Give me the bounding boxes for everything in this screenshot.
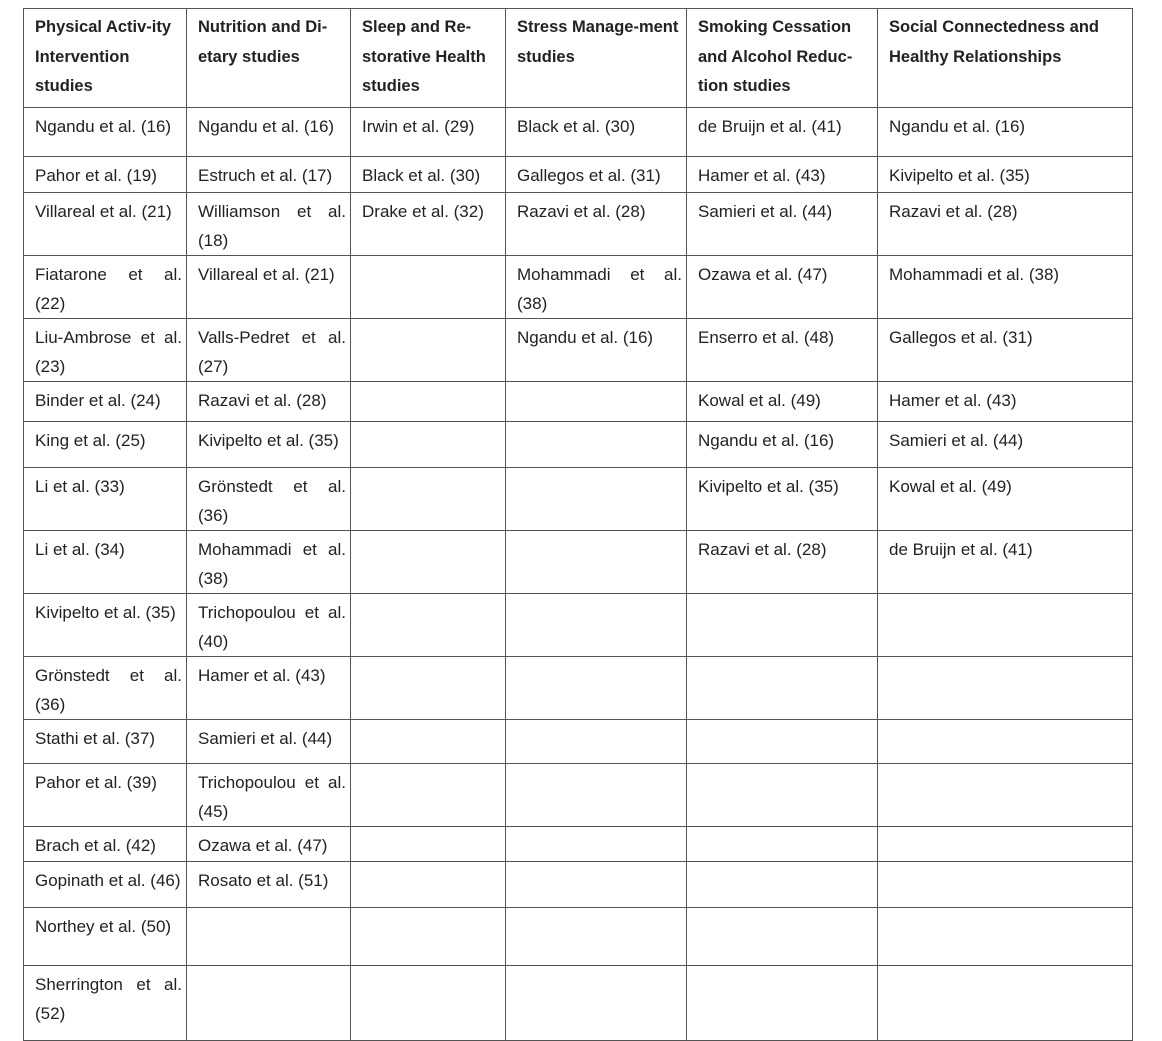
study-citation: Binder et al. (24)	[35, 391, 161, 410]
table-cell-physical-activity	[24, 594, 187, 657]
study-citation: Kowal et al. (49)	[698, 391, 821, 410]
table-cell-smoking-alcohol	[687, 468, 878, 531]
column-header-smoking-alcohol	[687, 9, 878, 108]
study-citation: Enserro et al. (48)	[698, 328, 835, 347]
table-cell-sleep	[351, 256, 506, 319]
study-citation	[506, 382, 686, 386]
table-cell-smoking-alcohol	[687, 319, 878, 382]
study-citation: Ngandu et al. (16)	[517, 328, 654, 347]
study-citation	[687, 966, 877, 970]
table-cell-nutrition	[187, 827, 351, 862]
study-citation	[878, 908, 1132, 912]
study-citation: Samieri et al. (44)	[889, 431, 1024, 450]
study-citation	[351, 764, 505, 768]
study-citation: Grönstedt et al. (36)	[35, 666, 182, 714]
study-citation: Ngandu et al. (16)	[35, 117, 172, 136]
column-header-label: Physical Activ-ity Intervention studies	[35, 18, 172, 95]
study-citation: Ngandu et al. (16)	[889, 117, 1026, 136]
table-row	[24, 256, 1133, 319]
table-cell-smoking-alcohol	[687, 531, 878, 594]
study-citation: Trichopoulou et al. (40)	[198, 603, 346, 651]
study-citation	[506, 720, 686, 724]
study-citation: Brach et al. (42)	[35, 836, 156, 855]
column-header-label: Stress Manage-ment studies	[517, 18, 679, 66]
table-cell-smoking-alcohol	[687, 862, 878, 908]
study-citation: Gopinath et al. (46)	[35, 871, 181, 890]
table-cell-physical-activity	[24, 382, 187, 422]
table-cell-nutrition	[187, 764, 351, 827]
table-cell-stress	[506, 594, 687, 657]
study-citation	[506, 827, 686, 831]
table-row	[24, 720, 1133, 764]
study-citation: Kivipelto et al. (35)	[889, 166, 1030, 185]
table-cell-nutrition	[187, 862, 351, 908]
table-cell-smoking-alcohol	[687, 108, 878, 157]
table-row	[24, 422, 1133, 468]
study-citation	[351, 966, 505, 970]
table-row	[24, 193, 1133, 256]
table-cell-nutrition	[187, 531, 351, 594]
table-cell-sleep	[351, 966, 506, 1041]
study-citation	[506, 966, 686, 970]
table-cell-sleep	[351, 108, 506, 157]
table-cell-physical-activity	[24, 531, 187, 594]
table-cell-sleep	[351, 827, 506, 862]
study-citation	[351, 862, 505, 866]
table-cell-social	[878, 256, 1133, 319]
study-citation: Black et al. (30)	[362, 166, 481, 185]
study-citation	[878, 720, 1132, 724]
table-row	[24, 319, 1133, 382]
column-header-nutrition	[187, 9, 351, 108]
table-cell-social	[878, 720, 1133, 764]
study-citation: Liu-Ambrose et al. (23)	[35, 328, 182, 376]
table-cell-social	[878, 319, 1133, 382]
column-header-label: Social Connectedness and Healthy Relationships	[889, 18, 1099, 66]
study-citation: Villareal et al. (21)	[198, 265, 335, 284]
study-citation: Mohammadi et al. (38)	[198, 540, 346, 588]
study-citation	[351, 468, 505, 472]
table-cell-stress	[506, 193, 687, 256]
study-citation	[351, 422, 505, 426]
study-citation	[687, 594, 877, 598]
table-cell-sleep	[351, 193, 506, 256]
table-cell-nutrition	[187, 157, 351, 193]
table-cell-stress	[506, 319, 687, 382]
table-cell-nutrition	[187, 256, 351, 319]
table-row	[24, 157, 1133, 193]
table-cell-sleep	[351, 468, 506, 531]
table-cell-stress	[506, 862, 687, 908]
table-cell-social	[878, 966, 1133, 1041]
study-citation	[187, 908, 350, 912]
table-cell-physical-activity	[24, 422, 187, 468]
table-cell-social	[878, 422, 1133, 468]
study-citation: Hamer et al. (43)	[198, 666, 326, 685]
table-cell-social	[878, 468, 1133, 531]
study-citation: Stathi et al. (37)	[35, 729, 156, 748]
table-row	[24, 594, 1133, 657]
study-citation	[878, 827, 1132, 831]
study-citation	[506, 764, 686, 768]
study-citation	[351, 908, 505, 912]
study-citation: Kowal et al. (49)	[889, 477, 1012, 496]
column-header-physical-activity	[24, 9, 187, 108]
table-row	[24, 908, 1133, 966]
study-citation	[506, 531, 686, 535]
table-cell-stress	[506, 908, 687, 966]
table-cell-nutrition	[187, 382, 351, 422]
study-citation: Gallegos et al. (31)	[889, 328, 1033, 347]
table-row	[24, 657, 1133, 720]
table-cell-stress	[506, 531, 687, 594]
table-cell-physical-activity	[24, 908, 187, 966]
study-citation: Hamer et al. (43)	[698, 166, 826, 185]
study-citation	[878, 966, 1132, 970]
table-cell-nutrition	[187, 594, 351, 657]
study-citation: Grönstedt et al. (36)	[198, 477, 346, 525]
study-citation	[506, 862, 686, 866]
column-header-label: Sleep and Re-storative Health studies	[362, 18, 486, 95]
table-cell-nutrition	[187, 422, 351, 468]
table-cell-smoking-alcohol	[687, 422, 878, 468]
table-cell-smoking-alcohol	[687, 720, 878, 764]
study-citation	[878, 657, 1132, 661]
table-cell-social	[878, 862, 1133, 908]
table-cell-social	[878, 531, 1133, 594]
table-cell-sleep	[351, 422, 506, 468]
table-cell-physical-activity	[24, 157, 187, 193]
table-cell-sleep	[351, 157, 506, 193]
study-citation	[878, 862, 1132, 866]
study-citation	[687, 764, 877, 768]
table-cell-sleep	[351, 764, 506, 827]
table-cell-sleep	[351, 382, 506, 422]
study-citation: Villareal et al. (21)	[35, 202, 172, 221]
table-cell-smoking-alcohol	[687, 193, 878, 256]
study-citation	[351, 319, 505, 323]
table-cell-physical-activity	[24, 720, 187, 764]
table-cell-nutrition	[187, 468, 351, 531]
study-citation: Kivipelto et al. (35)	[35, 603, 176, 622]
table-cell-physical-activity	[24, 827, 187, 862]
table-row	[24, 862, 1133, 908]
table-cell-nutrition	[187, 908, 351, 966]
table-cell-social	[878, 764, 1133, 827]
table-row	[24, 468, 1133, 531]
table-cell-stress	[506, 720, 687, 764]
table-cell-stress	[506, 108, 687, 157]
column-header-label: Nutrition and Di-etary studies	[198, 18, 328, 66]
table-cell-nutrition	[187, 657, 351, 720]
table-cell-stress	[506, 468, 687, 531]
study-citation: Li et al. (33)	[35, 477, 125, 496]
study-citation: Ngandu et al. (16)	[198, 117, 335, 136]
column-header-sleep	[351, 9, 506, 108]
table-cell-sleep	[351, 908, 506, 966]
study-citation	[351, 531, 505, 535]
study-citation: de Bruijn et al. (41)	[698, 117, 842, 136]
table-cell-stress	[506, 657, 687, 720]
table-row	[24, 108, 1133, 157]
table-cell-stress	[506, 382, 687, 422]
table-cell-smoking-alcohol	[687, 256, 878, 319]
table-cell-physical-activity	[24, 764, 187, 827]
table-row	[24, 827, 1133, 862]
study-citation: Razavi et al. (28)	[889, 202, 1018, 221]
study-citation	[687, 657, 877, 661]
table-cell-nutrition	[187, 193, 351, 256]
table-cell-sleep	[351, 862, 506, 908]
study-citation: Valls-Pedret et al. (27)	[198, 328, 346, 376]
table-cell-sleep	[351, 319, 506, 382]
table-cell-physical-activity	[24, 108, 187, 157]
study-citation	[351, 720, 505, 724]
study-citation: Pahor et al. (39)	[35, 773, 157, 792]
study-citation: Razavi et al. (28)	[698, 540, 827, 559]
column-header-stress	[506, 9, 687, 108]
table-cell-physical-activity	[24, 468, 187, 531]
study-citation: Ozawa et al. (47)	[198, 836, 328, 855]
study-citation: Kivipelto et al. (35)	[198, 431, 339, 450]
study-citation: Fiatarone et al. (22)	[35, 265, 182, 313]
study-citation: Samieri et al. (44)	[698, 202, 833, 221]
table-cell-nutrition	[187, 966, 351, 1041]
table-cell-physical-activity	[24, 193, 187, 256]
header-row	[24, 9, 1133, 108]
table-cell-smoking-alcohol	[687, 908, 878, 966]
study-citation	[687, 827, 877, 831]
table-cell-smoking-alcohol	[687, 966, 878, 1041]
study-citation	[687, 720, 877, 724]
study-citation: Mohammadi et al. (38)	[517, 265, 682, 313]
table-row	[24, 966, 1133, 1041]
table-cell-stress	[506, 256, 687, 319]
study-citation: Trichopoulou et al. (45)	[198, 773, 346, 821]
table-cell-stress	[506, 827, 687, 862]
study-citation	[687, 862, 877, 866]
study-citation	[351, 594, 505, 598]
study-citation: Samieri et al. (44)	[198, 729, 333, 748]
study-citation: Razavi et al. (28)	[517, 202, 646, 221]
study-citation: Mohammadi et al. (38)	[889, 265, 1060, 284]
table-cell-social	[878, 594, 1133, 657]
table-cell-social	[878, 108, 1133, 157]
study-citation	[351, 256, 505, 260]
table-cell-physical-activity	[24, 319, 187, 382]
table-row	[24, 764, 1133, 827]
study-citation	[351, 657, 505, 661]
study-citation: Estruch et al. (17)	[198, 166, 333, 185]
table-cell-smoking-alcohol	[687, 657, 878, 720]
table-cell-nutrition	[187, 720, 351, 764]
table-cell-sleep	[351, 594, 506, 657]
table-row	[24, 382, 1133, 422]
studies-table	[23, 8, 1133, 1041]
table-cell-social	[878, 908, 1133, 966]
table-cell-stress	[506, 157, 687, 193]
table-cell-nutrition	[187, 319, 351, 382]
table-cell-social	[878, 157, 1133, 193]
table-cell-sleep	[351, 531, 506, 594]
study-citation: Sherrington et al. (52)	[35, 975, 182, 1023]
study-citation: Northey et al. (50)	[35, 917, 172, 936]
table-row	[24, 531, 1133, 594]
study-citation	[506, 908, 686, 912]
table-cell-sleep	[351, 657, 506, 720]
study-citation: King et al. (25)	[35, 431, 146, 450]
column-header-social	[878, 9, 1133, 108]
table-cell-stress	[506, 422, 687, 468]
study-citation	[351, 827, 505, 831]
study-citation: Drake et al. (32)	[362, 202, 484, 221]
table-cell-social	[878, 827, 1133, 862]
table-cell-smoking-alcohol	[687, 594, 878, 657]
table-cell-social	[878, 657, 1133, 720]
table-cell-physical-activity	[24, 862, 187, 908]
study-citation: Kivipelto et al. (35)	[698, 477, 839, 496]
study-citation	[506, 657, 686, 661]
study-citation	[687, 908, 877, 912]
table-cell-smoking-alcohol	[687, 382, 878, 422]
study-citation: Li et al. (34)	[35, 540, 125, 559]
study-citation: Ozawa et al. (47)	[698, 265, 828, 284]
table-cell-stress	[506, 764, 687, 827]
study-citation: Razavi et al. (28)	[198, 391, 327, 410]
study-citation	[351, 382, 505, 386]
study-citation	[506, 594, 686, 598]
table-cell-physical-activity	[24, 966, 187, 1041]
study-citation: Irwin et al. (29)	[362, 117, 475, 136]
table-cell-stress	[506, 966, 687, 1041]
study-citation: Rosato et al. (51)	[198, 871, 329, 890]
study-citation: Hamer et al. (43)	[889, 391, 1017, 410]
study-citation	[878, 594, 1132, 598]
column-header-label: Smoking Cessation and Alcohol Reduc-tion studies	[698, 18, 853, 95]
study-citation: Gallegos et al. (31)	[517, 166, 661, 185]
table-cell-social	[878, 382, 1133, 422]
table-cell-smoking-alcohol	[687, 157, 878, 193]
table-cell-physical-activity	[24, 256, 187, 319]
study-citation: Williamson et al. (18)	[198, 202, 346, 250]
study-citation	[187, 966, 350, 970]
table-cell-physical-activity	[24, 657, 187, 720]
table-cell-smoking-alcohol	[687, 827, 878, 862]
study-citation: Pahor et al. (19)	[35, 166, 157, 185]
table-cell-nutrition	[187, 108, 351, 157]
study-citation: Black et al. (30)	[517, 117, 636, 136]
table-cell-social	[878, 193, 1133, 256]
study-citation: de Bruijn et al. (41)	[889, 540, 1033, 559]
study-citation	[506, 422, 686, 426]
table-cell-smoking-alcohol	[687, 764, 878, 827]
study-citation	[506, 468, 686, 472]
study-citation: Ngandu et al. (16)	[698, 431, 835, 450]
table-cell-sleep	[351, 720, 506, 764]
study-citation	[878, 764, 1132, 768]
